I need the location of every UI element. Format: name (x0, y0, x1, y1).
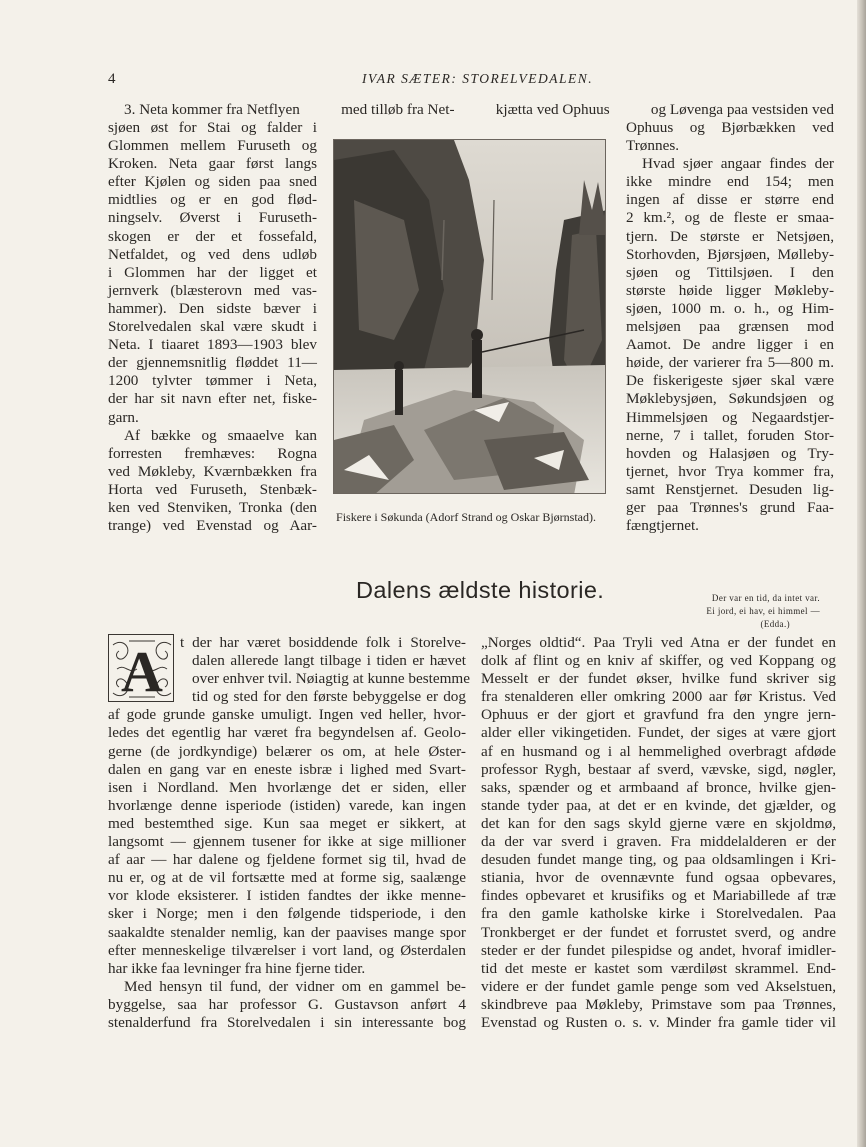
top-line-part-4: og Løvenga paa vestsiden ved (650, 101, 834, 118)
text-line: jernverk (blæsterovn med vas- (108, 281, 317, 299)
left-para-2 (108, 427, 317, 536)
right-para-1 (626, 119, 834, 155)
drop-cap-letter: A (121, 639, 163, 702)
text-line: steder er der fundet pilespidse og andet, hvoraf imidler- (481, 941, 836, 959)
text-line: vor klode eksisterer. I istiden fandtes der ikke menne- (108, 887, 466, 905)
text-line: Møklebysjøen, Søkundsjøen og (626, 390, 834, 408)
top-line-part-1: 3. Neta kommer fra Netflyen (124, 101, 300, 118)
page-number: 4 (108, 71, 116, 87)
text-line: isen i Nordland. Men hvorlænge det er siden, eller (108, 778, 466, 796)
section-title: Dalens ældste historie. (356, 577, 605, 603)
text-line: Aamot. De andre ligger i en (626, 336, 834, 354)
text-line: der har sit navn efter net, fiske- (108, 390, 317, 408)
text-line: Netfaldet, og ved dens udløb (108, 245, 317, 263)
text-line: dalen allerede langt tilbage i tiden er hævet (192, 652, 466, 670)
text-line: hvorlænge denne isperiode (istiden) varede, kan ingen (108, 796, 466, 814)
text-line: Ophuus er der gjort et gravfund fra den yngre jern- (481, 706, 836, 724)
text-line: tid det meste er kastet som værdiløst skrammel. End- (481, 959, 836, 977)
photo-illustration (334, 140, 606, 494)
text-line: ken ved Stenviken, Tronka (den (108, 498, 317, 516)
epigraph (638, 592, 820, 632)
text-line: sjøen og Tittilsjøen. I den (626, 263, 834, 281)
text-line: gerne (de jordkyndige) belærer os om, at hele Øster- (108, 742, 466, 760)
text-line: samt Renstjernet. Desuden lig- (626, 480, 834, 498)
text-line: sjøen øst for Stai og falder i (108, 119, 317, 136)
left-para-1 (108, 119, 317, 427)
text-line: garn. (108, 408, 139, 426)
text-line: alder eller vikingetiden. Fundet, der siges at være gjort (481, 724, 836, 742)
text-line: af en husmand og i al hemmelighed overbragt afdøde (481, 742, 836, 760)
text-line: desuden fundet mange ting, og paa oldsamlingen i Kri- (481, 851, 836, 869)
text-line: nu er, og at de vil fortsætte med at forme sig, saalænge (108, 869, 466, 887)
text-line: melsjøen paa grænsen mod (626, 318, 834, 336)
text-line: i Glommen har der ligget et (108, 263, 317, 281)
text-line: dalen en gang var en eneste isbræ i lighed med Svart- (108, 760, 466, 778)
epigraph-source: (Edda.) (760, 619, 790, 630)
text-line: „Norges oldtid“. Paa Tryli ved Atna er der fundet en (481, 634, 836, 651)
text-line: saakaldte stenalder nemlig, kan der paavises mange spor (108, 923, 466, 941)
text-line: tid og sted for den første bebyggelse er dog (192, 688, 466, 706)
text-line: Horta ved Furuseth, Stenbæk- (108, 480, 317, 498)
text-line: ningselv. Øverst i Furuseth- (108, 209, 317, 227)
text-line: det kan for den sags skyld gjerne være en skjoldmø, (481, 814, 836, 832)
text-line: fra stenalderen eller omkring 2000 aar før Kristus. Ved (481, 688, 836, 706)
lower-right-column (481, 634, 836, 1032)
text-line: stenalderfund fra Storelvedalen i sin interessante bog (108, 1013, 466, 1031)
text-line: Neta. I tiaaret 1893—1903 blev (108, 336, 317, 354)
text-line: Storelvedalen skal være skudt i (108, 318, 317, 336)
top-line-part-2: med tilløb fra Net- (341, 101, 455, 118)
text-line: 1200 tylvter tømmer i Neta, (108, 372, 317, 390)
text-line: skogen er der et fossefald, (108, 227, 317, 245)
text-line: over enhver tvil. Nøiagtig at kunne bestemme (192, 670, 470, 688)
left-column (108, 119, 317, 535)
text-line: af aar — har dalene og fjeldene formet sig til, hvad de (108, 851, 466, 869)
right-column (626, 119, 834, 535)
text-line: Evenstad og Rusten o. s. v. Minder fra gamle tider vil (481, 1013, 836, 1031)
text-line: saks, spænder og et armbaand af bronce, hvilke gjen- (481, 778, 836, 796)
text-line: da der var sverd i graven. Fra middelalderen er der (481, 833, 836, 851)
text-line: midtlies og er en god flød- (108, 191, 317, 209)
text-line: ved Møkleby, Kværnbækken fra (108, 462, 317, 480)
text-line: ingen af disse er større end (626, 191, 834, 209)
text-line: høide, der varierer fra 5—800 m. (626, 354, 834, 372)
text-line: t der har været bosiddende folk i Storelve- (180, 634, 466, 651)
text-line: Kroken. Neta gaar først langs (108, 155, 317, 173)
text-line: stiania, hvor de ovennævnte fund ogsaa opbevares, (481, 869, 836, 887)
text-line: trange) ved Evenstad og Aar- (108, 517, 317, 535)
lower-left-column (108, 634, 470, 1032)
photo-caption: Fiskere i Søkunda (Adorf Strand og Oskar Bjørnstad). (336, 510, 596, 524)
text-line: Hvad sjøer angaar findes der (642, 155, 834, 173)
text-line: skindbreve paa Møkleby, Primstave som paa Trønnes, (481, 995, 836, 1013)
text-line: Med hensyn til fund, der vidner om en gammel be- (124, 977, 466, 995)
text-line: der gjennemsnitlig fløddet 11— (108, 354, 317, 372)
text-line: efter Kjølen og siden paa sned (108, 173, 317, 191)
right-para-2 (626, 155, 834, 535)
text-line: efter menneskelige tilværelser i vort land, og Østerdalen (108, 941, 466, 959)
text-line: videre er der fundet gamle penge som ved Akselstuen, (481, 977, 836, 995)
text-line: byggelse, saa har professor G. Gustavson anført 4 (108, 995, 466, 1013)
text-line: 2 km.², og de fleste er smaa- (626, 209, 834, 227)
text-line: Storhovden, Bjørsjøen, Mølleby- (626, 245, 834, 263)
text-line: fængtjernet. (626, 517, 699, 535)
epigraph-line: Der var en tid, da intet var. (711, 593, 820, 603)
text-line: professor Rygh, bestaar af sverd, vævske, sigd, nøgler, (481, 760, 836, 778)
running-title: IVAR SÆTER: STORELVEDALEN. (362, 71, 594, 86)
text-line: fra den gamle katholske kirke i Storelvedalen. Paa (481, 905, 836, 923)
text-line: Ophuus og Bjørbækken ved (626, 119, 834, 136)
fishermen-photo (333, 139, 606, 494)
text-line: tjern. De største er Netsjøen, (626, 227, 834, 245)
text-line: sjøen, 1000 m. o. h., og Him- (626, 299, 834, 317)
text-line: med bestemthed sige. Kun saa meget er sikkert, at (108, 814, 466, 832)
epigraph-line: Ei jord, ei hav, ei himmel — (706, 606, 820, 617)
text-line: forresten fremhæves: Rogna (108, 444, 317, 462)
text-line: Glommen mellem Furuseth og (108, 137, 317, 155)
text-line: nerne, 7 i tallet, foruden Stor- (626, 426, 834, 444)
page-edge (857, 0, 866, 1147)
text-line: af gode grunde ganske umuligt. Ingen ved heller, hvor- (108, 706, 466, 724)
text-line: største høide ligger Møkleby- (626, 281, 834, 299)
text-line: dolk af flint og en kniv af skiffer, og ved Koppang og (481, 652, 836, 670)
text-line: ledes det egentlig har været fra begyndelsen af. Geolo- (108, 724, 466, 742)
top-line-part-3: kjætta ved Ophuus (495, 101, 610, 118)
text-line: findes opbevaret et krusifiks og et Mariabillede af træ (481, 887, 836, 905)
text-line: hovden og Halasjøen og Try- (626, 444, 834, 462)
text-line: Af bække og smaaelve kan (124, 426, 317, 444)
top-line (108, 101, 834, 119)
text-line: Trønnes. (626, 137, 680, 155)
text-line: De fiskerigeste sjøer skal være (626, 372, 834, 390)
text-line: ikke mindre end 154; men (626, 173, 834, 191)
text-line: hammer). Den sidste bæver i (108, 299, 317, 317)
text-line: Tronkberget er der fundet et forrustet sverd, og andre (481, 923, 836, 941)
text-line: tjernet, hvor Trya kommer fra, (626, 462, 834, 480)
text-line: har ikke faa levninger fra hine fjerne tider. (108, 959, 366, 977)
text-line: sker i Norge; men i den følgende tidsperiode, i den (108, 905, 466, 923)
text-line: Himmelsjøen og Negaardstjer- (626, 408, 834, 426)
text-line: langsomt — gjennem tusener for ikke at sige millioner (108, 833, 466, 851)
text-line: ger paa Trønnes's grund Faa- (626, 498, 834, 516)
text-line: stande tyder paa, at det er en kvinde, det gjælder, og (481, 796, 836, 814)
text-line: Messelt er der fundet økser, hvilke fund skriver sig (481, 670, 836, 688)
